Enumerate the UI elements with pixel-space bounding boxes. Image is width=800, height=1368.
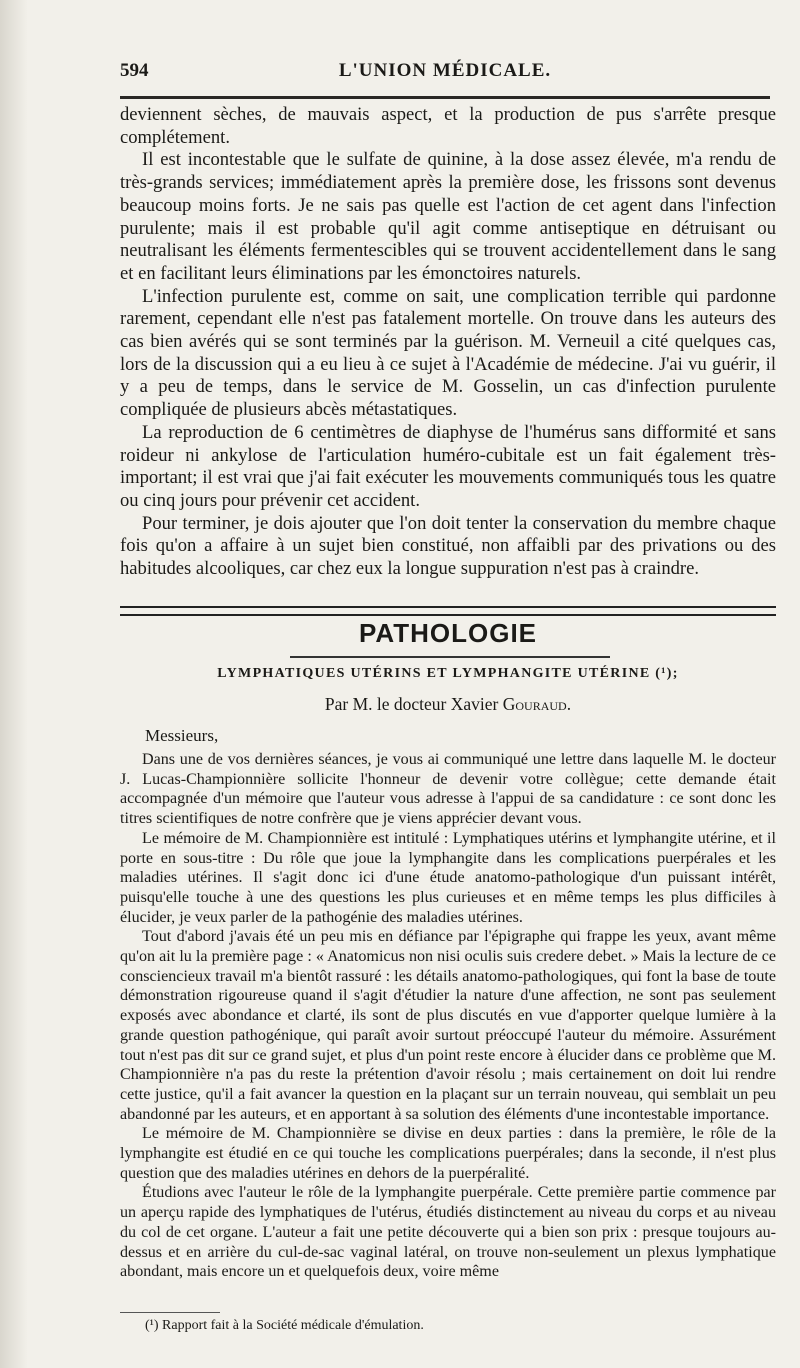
paragraph: Tout d'abord j'avais été un peu mis en défiance par l'épigraphe qui frappe les yeux, avant même qu'on ait lu la première page : « Anatomicus non nisi oculis suis credere debet. » Mais la lecture de ce consciencieux travail m'a bientôt rassuré : les détails anatomo-pathologiques, qui font la base de toute démonstration rigoureuse quand il s'agit d'étudier la nature d'une affection, ne sont pas seulement exposés avec abondance et clarté, ils sont de plus discutés en vue d'apporter quelque lumière à la grande question pathogénique, qui paraît avoir surtout préoccupé l'auteur du mémoire. Assurément tout n'est pas dit sur ce grand sujet, et plus d'un point reste encore à élucider dans ce problème que M. Championnière n'a pas du reste la prétention d'avoir résolu ; mais certainement on doit lui rendre cette justice, qu'il a fait avancer la question en la plaçant sur un terrain nouveau, qui semblait un peu abandonné par les auteurs, et en apportant à sa solution des éléments d'une incontestable importance. [120,928,776,1123]
paragraph: L'infection purulente est, comme on sait, une complication terrible qui pardonne rarement, cependant elle n'est pas fatalement mortelle. On trouve dans les auteurs des cas bien avérés qui se sont terminés par la guérison. M. Verneuil a cité quelques cas, lors de la discussion qui a eu lieu à ce sujet à l'Académie de médecine. J'ai vu guérir, il y a peu de temps, dans le service de M. Gosselin, un cas d'infection purulente compliquée de plusieurs abcès métastatiques. [120,285,776,421]
page-number: 594 [120,60,149,81]
running-title: L'UNION MÉDICALE. [338,60,552,81]
paragraph: Étudions avec l'auteur le rôle de la lymphangite puerpérale. Cette première partie commence par un aperçu rapide des lymphatiques de l'utérus, étudiés distinctement au niveau du corps et au niveau du col de cet organe. L'auteur a fait une petite découverte qui a bien son prix : presque toujours au-dessus et en arrière du cul-de-sac vaginal latéral, on trouve non-seulement un plexus lymphatique abondant, mais encore un et quelquefois deux, voire même [120,1184,776,1281]
byline [120,694,776,715]
paragraph: deviennent sèches, de mauvais aspect, et la production de pus s'arrête presque complétement. [120,104,776,148]
header-rule [120,96,770,99]
paragraph: Le mémoire de M. Championnière est intitulé : Lymphatiques utérins et lymphangite utérine, et il porte en sous-titre : Du rôle que joue la lymphangite dans les complications puerpérales et les maladies utérines. Il s'agit donc ici d'une étude anatomo-pathologique d'un puissant intérêt, puisqu'elle touche à une des questions les plus curieuses et en même temps les plus difficiles à élucider, je veux parler de la pathogénie des maladies utérines. [120,829,776,926]
salutation: Messieurs, [145,726,219,745]
article-title: LYMPHATIQUES UTÉRINS ET LYMPHANGITE UTÉRINE (¹); [217,666,679,681]
section-heading: PATHOLOGIE [358,618,538,648]
byline-prefix: Par M. le docteur Xavier [324,694,503,714]
section-divider [120,606,776,616]
author-name: Gouraud. [502,694,572,714]
previous-article-text [120,104,776,581]
paragraph: La reproduction de 6 centimètres de diaphyse de l'humérus sans difformité et sans roideur ni ankylose de l'articulation huméro-cubitale est un fait également très-important; il est vrai que j'ai fait exécuter les mouvements communiqués tous les quatre ou cinq jours pour prévenir cet accident. [120,421,776,511]
paragraph: Dans une de vos dernières séances, je vous ai communiqué une lettre dans laquelle M. le docteur J. Lucas-Championnière sollicite l'honneur de devenir votre collègue; cette demande était accompagnée d'un mémoire que l'auteur vous adresse à l'appui de sa candidature : ce sont donc les titres scientifiques de notre confrère que je viens apprécier devant vous. [120,751,776,828]
paragraph: Le mémoire de M. Championnière se divise en deux parties : dans la première, le rôle de la lymphangite est étudié en ce qui touche les complications puerpérales; dans la seconde, il n'est plus question que des maladies utérines en dehors de la puerpéralité. [120,1125,776,1182]
footnote: (¹) Rapport fait à la Société médicale d'émulation. [145,1318,424,1333]
page-header [120,58,770,88]
paragraph: Il est incontestable que le sulfate de quinine, à la dose assez élevée, m'a rendu de très-grands services; immédiatement après la première dose, les frissons sont devenus beaucoup moins forts. Je ne sais pas quelle est l'action de cet agent dans l'infection purulente; mais il est probable qu'il agit comme antiseptique en détruisant ou neutralisant les éléments fermentescibles qui se trouvent accidentellement dans le sang et en facilitant leurs éliminations par les émonctoires naturels. [120,149,776,284]
article-body [120,750,776,1282]
paragraph: Pour terminer, je dois ajouter que l'on doit tenter la conservation du membre chaque fois qu'on a affaire à un sujet bien constitué, non affaibli par des privations ou des habitudes alcooliques, car chez eux la longue suppuration n'est pas à craindre. [120,512,776,580]
heading-rule [290,656,610,658]
footnote-rule [120,1312,220,1313]
binding-shadow [0,0,28,1368]
